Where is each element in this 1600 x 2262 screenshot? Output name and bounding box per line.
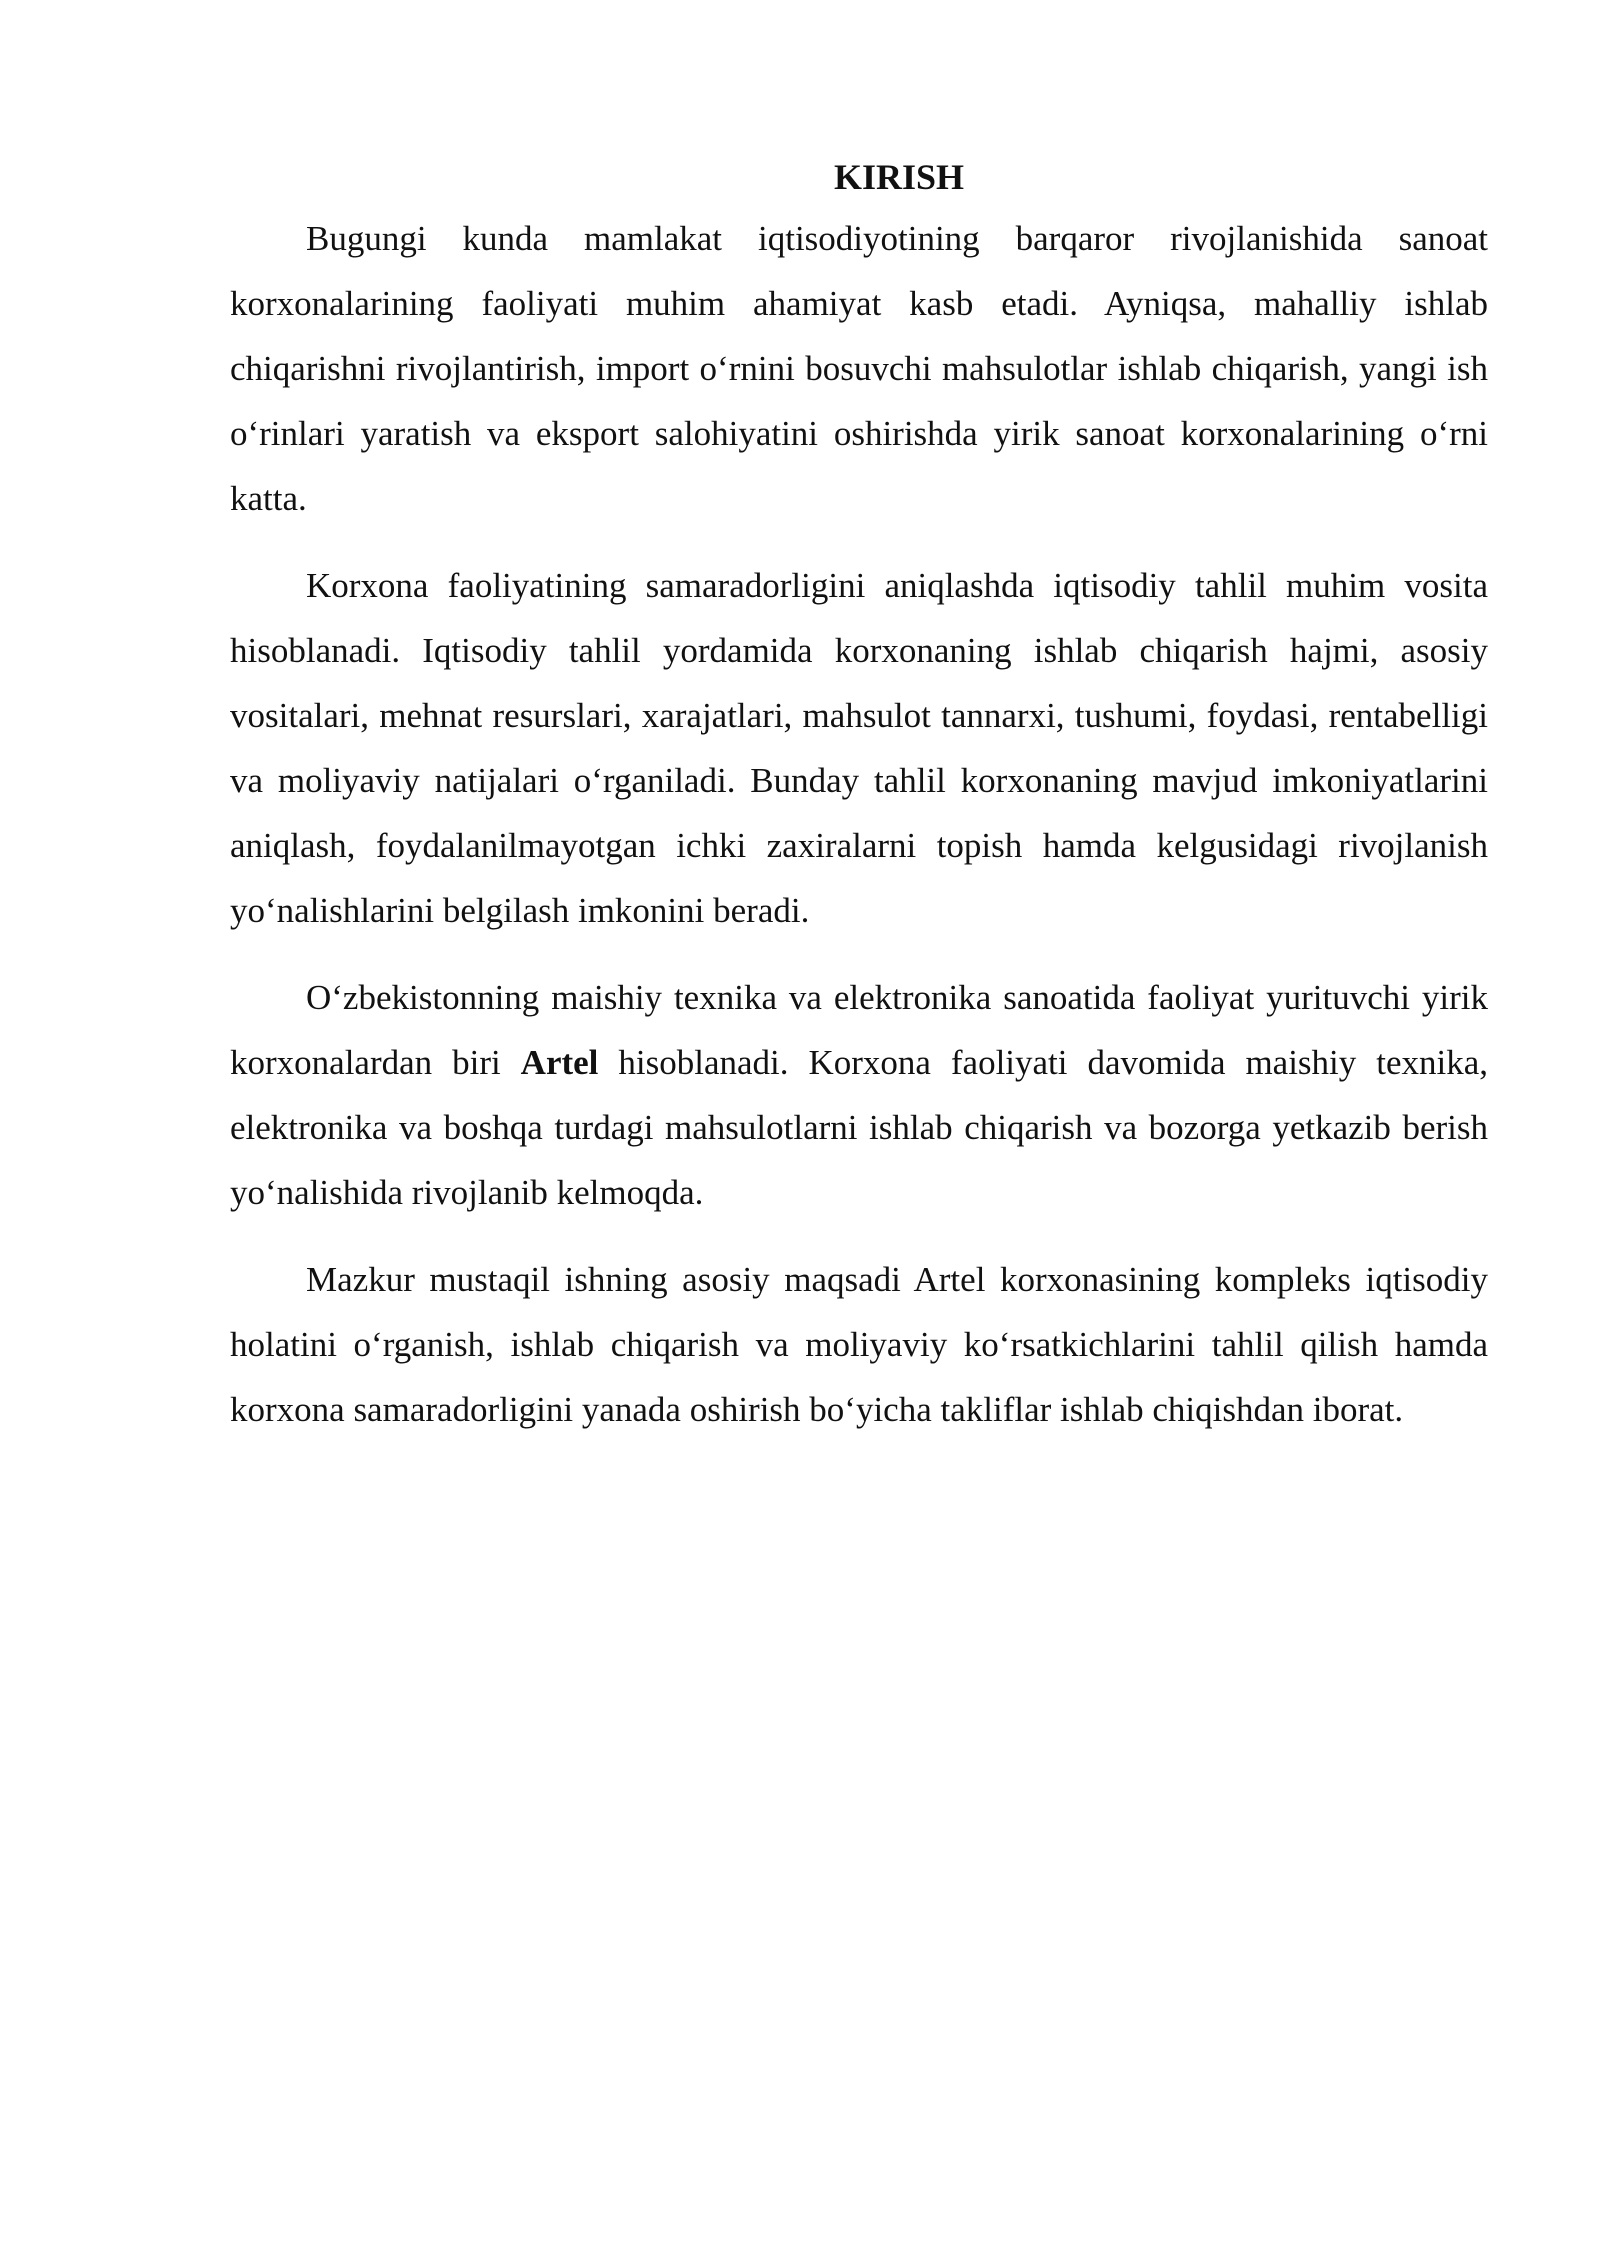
document-body bbox=[230, 148, 1488, 1464]
company-name-bold: Artel bbox=[520, 1043, 599, 1082]
paragraph-2: Korxona faoliyatining samaradorligini aniqlashda iqtisodiy tahlil muhim vosita hisoblanadi. Iqtisodiy tahlil yordamida korxonaning ishlab chiqarish hajmi, asosiy vositalari, mehnat resurslari, xarajatlari, mahsulot tannarxi, tushumi, foydasi, rentabelligi va moliyaviy natijalari o‘rganiladi. Bunday tahlil korxonaning mavjud imkoniyatlarini aniqlash, foydalanilmayotgan ichki zaxiralarni topish hamda kelgusidagi rivojlanish yo‘nalishlarini belgilash imkonini beradi. bbox=[230, 566, 1488, 930]
paragraph-4: Mazkur mustaqil ishning asosiy maqsadi Artel korxonasining kompleks iqtisodiy holatini o‘rganish, ishlab chiqarish va moliyaviy ko‘rsatkichlarini tahlil qilish hamda korxona samaradorligini yanada oshirish bo‘yicha takliflar ishlab chiqishdan iborat. bbox=[230, 1260, 1488, 1429]
paragraph-3-text-after: hisoblanadi. Korxona faoliyati davomida maishiy texnika, elektronika va boshqa turdagi mahsulotlarni ishlab chiqarish va bozorga yetkazib berish yo‘nalishida rivojlanib kelmoqda. bbox=[230, 1043, 1488, 1212]
section-heading: KIRISH bbox=[833, 157, 965, 197]
paragraph-1: Bugungi kunda mamlakat iqtisodiyotining barqaror rivojlanishida sanoat korxonalarining faoliyati muhim ahamiyat kasb etadi. Ayniqsa, mahalliy ishlab chiqarishni rivojlantirish, import o‘rnini bosuvchi mahsulotlar ishlab chiqarish, yangi ish o‘rinlari yaratish va eksport salohiyatini oshirishda yirik sanoat korxonalarining o‘rni katta. bbox=[230, 219, 1488, 518]
paragraph-3 bbox=[230, 965, 1488, 1225]
paragraph-3-text-before: O‘zbekistonning maishiy texnika va elektronika sanoatida faoliyat yurituvchi yirik korxonalardan biri bbox=[230, 978, 1488, 1082]
